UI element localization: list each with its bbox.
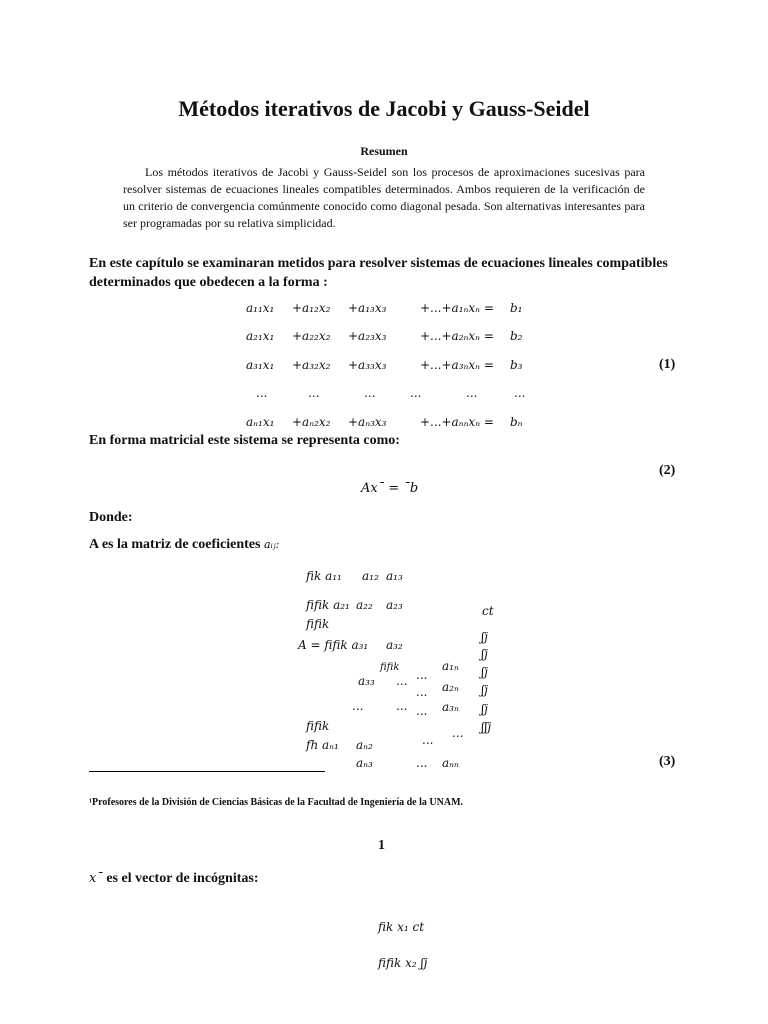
coef-matrix-text: A es la matriz de coeficientes [89, 537, 261, 552]
ellipsis: ... [466, 386, 478, 400]
page-number: 1 [378, 838, 385, 853]
term: bₙ [510, 415, 523, 429]
bracket-piece: ʃj [481, 702, 488, 716]
term: +a₃₂x₂ [292, 358, 331, 372]
footnote: ¹Profesores de la División de Ciencias Básicas de la Facultad de Ingeniería de la UNAM. [89, 797, 464, 808]
matrix-entry: a₂₃ [386, 598, 403, 612]
ellipsis: ... [352, 699, 364, 713]
unknowns-text: es el vector de incógnitas: [106, 871, 259, 886]
matrix-entry: a₃₂ [386, 638, 403, 652]
matrix-equation: Ax¯ = ¯b [361, 481, 419, 496]
term: +a₂₂x₂ [292, 329, 331, 343]
matrix-entry: A = ﬁﬁk a₃₁ [298, 638, 369, 652]
matrix-entry: a₃ₙ [442, 700, 459, 714]
bracket-piece: ﬁﬁk [306, 617, 330, 631]
equation-number-1: (1) [659, 357, 676, 372]
ellipsis: ... [452, 726, 464, 740]
term: +a₁₂x₂ [292, 301, 331, 315]
term: a₂₁x₁ [246, 329, 275, 343]
ellipsis: ... [416, 704, 428, 718]
ellipsis: ... [396, 699, 408, 713]
matrix-entry: a₁₂ [362, 569, 379, 583]
matrix-entry: fh aₙ₁ [306, 738, 339, 752]
ellipsis: ... [416, 685, 428, 699]
ellipsis: ... [410, 386, 422, 400]
bracket-piece: ʃʃj [481, 720, 492, 734]
term: +...+a₂ₙxₙ = [420, 329, 494, 343]
abstract-paragraph: Los métodos iterativos de Jacobi y Gauss-Seidel son los procesos de aproximaciones sucesivas para resolver sistemas de ecuaciones lineales compatibles determinados. Ambos requieren de la verificación de un criterio de convergencia comúnmente conocido como diagonal pesada. Son alternativas interesantes para ser programadas por su relativa simplicidad. [123, 165, 645, 230]
matrix-entry: aₙ₃ [356, 756, 373, 770]
bracket-corner: ct [482, 604, 494, 618]
ellipsis: ... [364, 386, 376, 400]
bracket-piece: ʃj [481, 630, 488, 644]
abstract-text [123, 164, 645, 232]
unknowns-label [89, 871, 259, 887]
ellipsis: ... [416, 668, 428, 682]
ellipsis: ... [416, 756, 428, 770]
x-vector-row: ﬁk x₁ ct [378, 920, 425, 934]
term: +...+a₃ₙxₙ = [420, 358, 494, 372]
abstract-heading: Resumen [360, 144, 408, 158]
matrix-entry: a₂₂ [356, 598, 373, 612]
matrix-entry: aₙₙ [442, 756, 459, 770]
ellipsis: ... [514, 386, 526, 400]
ellipsis: ... [308, 386, 320, 400]
matrix-entry: a₂ₙ [442, 680, 459, 694]
x-vector-symbol: x¯ [89, 871, 103, 886]
intro-paragraph: En este capítulo se examinaran metidos para resolver sistemas de ecuaciones lineales compatibles determinados que obedecen a la forma : [89, 256, 668, 290]
bracket-piece: ʃj [481, 647, 488, 661]
term: b₃ [510, 358, 523, 372]
bracket-piece: ﬁﬁk [306, 719, 330, 733]
term: +...+a₁ₙxₙ = [420, 301, 494, 315]
footnote-rule [89, 771, 325, 772]
matrix-entry: a₁₃ [386, 569, 403, 583]
term: +...+aₙₙxₙ = [420, 415, 494, 429]
term: +a₃₃x₃ [348, 358, 387, 372]
bracket-piece: ʃj [481, 665, 488, 679]
term: +aₙ₃x₃ [348, 415, 387, 429]
term: b₁ [510, 301, 523, 315]
ellipsis: ... [256, 386, 268, 400]
matrix-entry: a₃₃ [358, 674, 375, 688]
x-vector-row: ﬁﬁk x₂ ʃj [378, 956, 428, 970]
term: +a₁₃x₃ [348, 301, 387, 315]
term: a₁₁x₁ [246, 301, 275, 315]
term: +a₂₃x₃ [348, 329, 387, 343]
coef-matrix-label [89, 537, 279, 553]
aij-symbol: aᵢⱼ: [263, 538, 280, 551]
equation-number-3: (3) [659, 754, 676, 769]
matrix-entry: ﬁﬁk a₂₁ [306, 598, 350, 612]
matrix-entry: a₁ₙ [442, 659, 459, 673]
equation-number-2: (2) [659, 463, 676, 478]
matricial-heading: En forma matricial este sistema se representa como: [89, 433, 400, 448]
term: a₃₁x₁ [246, 358, 275, 372]
bracket-piece: ʃj [481, 683, 488, 697]
bracket-piece: ﬁﬁk [380, 662, 400, 673]
term: aₙ₁x₁ [246, 415, 275, 429]
term: b₂ [510, 329, 523, 343]
document-title: Métodos iterativos de Jacobi y Gauss-Seidel [178, 96, 590, 121]
matrix-entry: aₙ₂ [356, 738, 373, 752]
matrix-entry: ﬁk a₁₁ [306, 569, 342, 583]
ellipsis: ... [422, 733, 434, 747]
term: +aₙ₂x₂ [292, 415, 331, 429]
ellipsis: ... [396, 674, 408, 688]
donde-label: Donde: [89, 510, 133, 525]
